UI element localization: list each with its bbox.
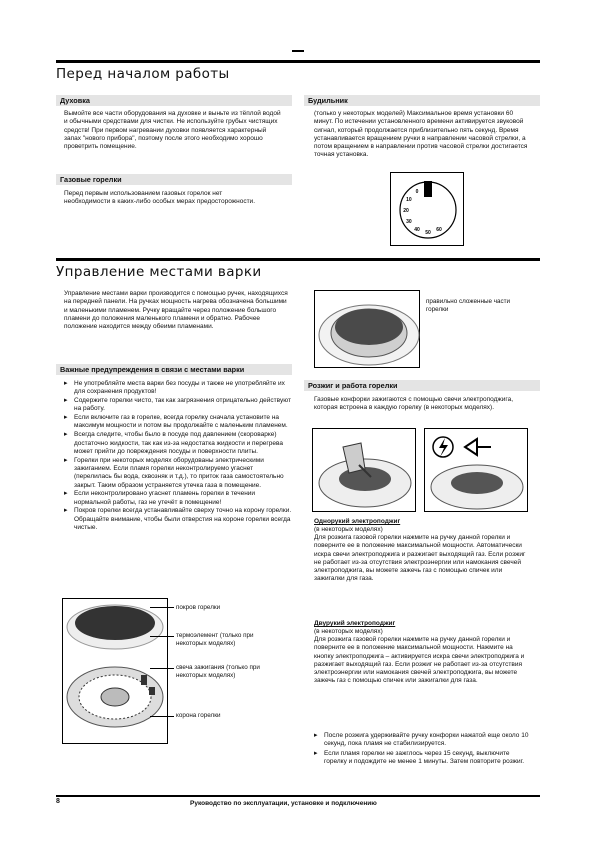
warning-item: ▸ Покров горелки всегда устанавливайте сверху точно на корону горелки. Обращайте внимание, чтобы были отверстия на короне горелки всегда чистые. bbox=[64, 507, 292, 532]
pointer-line bbox=[150, 716, 174, 717]
oven-heading: Духовка bbox=[56, 95, 292, 106]
two-hand-sub: (в некоторых моделях) bbox=[314, 628, 383, 635]
pointer-line bbox=[150, 668, 174, 669]
dial-mark: 30 bbox=[406, 219, 412, 225]
dial-mark: 50 bbox=[425, 230, 431, 236]
burner-assembled-label: правильно сложенные части горелки bbox=[426, 298, 511, 313]
timer-dial-image bbox=[390, 172, 464, 246]
ignition-note-item: ▸ Если пламя горелки не зажглось через 15 секунд, выключите горелку и подождите не менее 1 минуты. Затем повторите розжиг. bbox=[314, 750, 532, 767]
footer-text: Руководство по эксплуатации, установке и подключению bbox=[190, 800, 377, 807]
warning-item: ▸ Содержите горелки чисто, так как загрязнения отрицательно действуют на работу. bbox=[64, 397, 292, 414]
pointer-line bbox=[150, 607, 174, 608]
ignition-match-image bbox=[312, 428, 416, 512]
two-hand-text: Для розжига газовой горелки нажмите на ручку данной горелки и поверните ее в положение максимальной мощности. Нажмите на кнопку электроподжига – активируется искра свечи электроподжига и разжигает выходящий газ. Если розжиг не работает из-за отсутствия электроэнергии или намокания свечей электроподжига, вы можете зажечь газ с помощью спичек или зажигалки для газа. bbox=[314, 636, 525, 685]
footer-rule bbox=[56, 795, 540, 797]
warnings-heading: Важные предупреждения в связи с местами варки bbox=[56, 364, 292, 375]
burner-assembled-image bbox=[314, 290, 420, 368]
ignition-notes bbox=[314, 732, 532, 767]
igniter-label: свеча зажигания (только при некоторых моделях) bbox=[176, 664, 260, 679]
warning-item: ▸ Если неконтролировано угаснет пламень горелки в течении нормальной работы, газ не утечёт в помещение! bbox=[64, 490, 292, 507]
section-rule-2 bbox=[56, 258, 540, 261]
burner-parts-image bbox=[62, 598, 168, 744]
ignition-intro: Газовые конфорки зажигаются с помощью свечи электроподжига, которая встроена в каждую горелку (в некоторых моделях). bbox=[314, 396, 514, 412]
warnings-list bbox=[64, 380, 292, 533]
warning-item: ▸ Горелки при некоторых моделях оборудованы электрическими зажиганием. Если пламя горелки неконтролируемо угаснет (перелилась бы вода, сквозняк и т.д.), то приток газа самостоятельно закрыт. Таким образом устраняется утечка газа в помещение. bbox=[64, 457, 292, 490]
top-marker bbox=[292, 50, 304, 52]
gas-burners-heading: Газовые горелки bbox=[56, 174, 292, 185]
one-hand-sub: (в некоторых моделях) bbox=[314, 526, 383, 533]
dial-mark: 10 bbox=[406, 197, 412, 203]
ignition-spark-image bbox=[424, 428, 528, 512]
section-rule bbox=[56, 60, 540, 63]
timer-heading: Будильник bbox=[304, 95, 540, 106]
warning-item: ▸ Если включите газ в горелке, всегда горелку сначала установите на максимум мощности и потом вы продолжайте с маленьким пламенем. bbox=[64, 414, 292, 431]
gas-burners-text: Перед первым использованием газовых горелок нет необходимости в каких-либо особых мерах предосторожности. bbox=[64, 190, 255, 206]
ignition-heading: Розжиг и работа горелки bbox=[304, 380, 540, 391]
dial-mark: 40 bbox=[414, 227, 420, 234]
burner-crown-label: корона горелки bbox=[176, 712, 221, 719]
burner-icon bbox=[315, 291, 421, 369]
burner-parts-icon bbox=[63, 599, 169, 745]
two-hand-title: Двурукий электроподжиг bbox=[314, 620, 396, 627]
burner-cover-label: покров горелки bbox=[176, 604, 221, 611]
one-hand-title: Однорукий электроподжиг bbox=[314, 518, 401, 525]
page-number: 8 bbox=[56, 798, 60, 805]
one-hand-text: Для розжига газовой горелки нажмите на ручку данной горелки и поверните ее в положение максимальной мощности. Автоматически искра свечи электроподжига и разжигает выходящий газ. Если розжиг не работает из-за отсутствия электроэнергии или намокания свечей электроподжига, вы можете зажечь газ с помощью спичек или зажигалки для газа. bbox=[314, 534, 526, 583]
thermocouple-label: термоэлемент (только при некоторых моделях) bbox=[176, 632, 254, 647]
warning-item: ▸ Не употребляйте места варки без посуды и также не употребляйте их для сохранения продуктов! bbox=[64, 380, 292, 397]
pointer-line bbox=[150, 636, 174, 637]
hob-intro-text: Управление местами варки производится с помощью ручек, находящихся на передней панели. На ручках мощность нагрева обозначена большими и маленькими пламенем. Ручку вращайте через положение большого пламени до положения маленького пламени и обратно. Рабочее положение находится между обеими пламенами. bbox=[64, 290, 288, 331]
dial-mark: 0 bbox=[415, 188, 419, 195]
warning-item: ▸ Всегда следите, чтобы было в посуде под давлением (скороварке) достаточно жидкости, так как из-за недостатка жидкости и перегрева может прийти до повреждения посуды и поверхности плиты. bbox=[64, 431, 292, 456]
section-title-before-start: Перед началом работы bbox=[56, 66, 230, 82]
timer-dial-icon bbox=[391, 173, 465, 247]
dial-mark: 20 bbox=[403, 208, 409, 214]
ignition-note-item: ▸ После розжига удерживайте ручку конфорки нажатой еще около 10 секунд, пока пламя не стабилизируется. bbox=[314, 732, 532, 749]
oven-text: Вымойте все части оборудования на духовке и выньте из тёплой водой и обычными средствами для чистки. Не используйте грубых чистящих средств! При первом нагревании духовки появляется характерный запах "нового прибора", поэтому после этого необходимо хорошо проветрить помещение. bbox=[64, 110, 281, 151]
spark-ignition-icon bbox=[425, 429, 529, 513]
section-title-hob: Управление местами варки bbox=[56, 264, 262, 280]
timer-text: (только у некоторых моделей) Максимальное время установки 60 минут. По истечении установленного времени активируется звуковой сигнал, который продолжается приблизительно пять секунд. Время устанавливается вращением ручки в направлении часовой стрелки, а потом вращением в направлении против часовой стрелки достигается точная установка. bbox=[314, 110, 528, 159]
match-ignition-icon bbox=[313, 429, 417, 513]
dial-mark: 60 bbox=[436, 227, 442, 234]
